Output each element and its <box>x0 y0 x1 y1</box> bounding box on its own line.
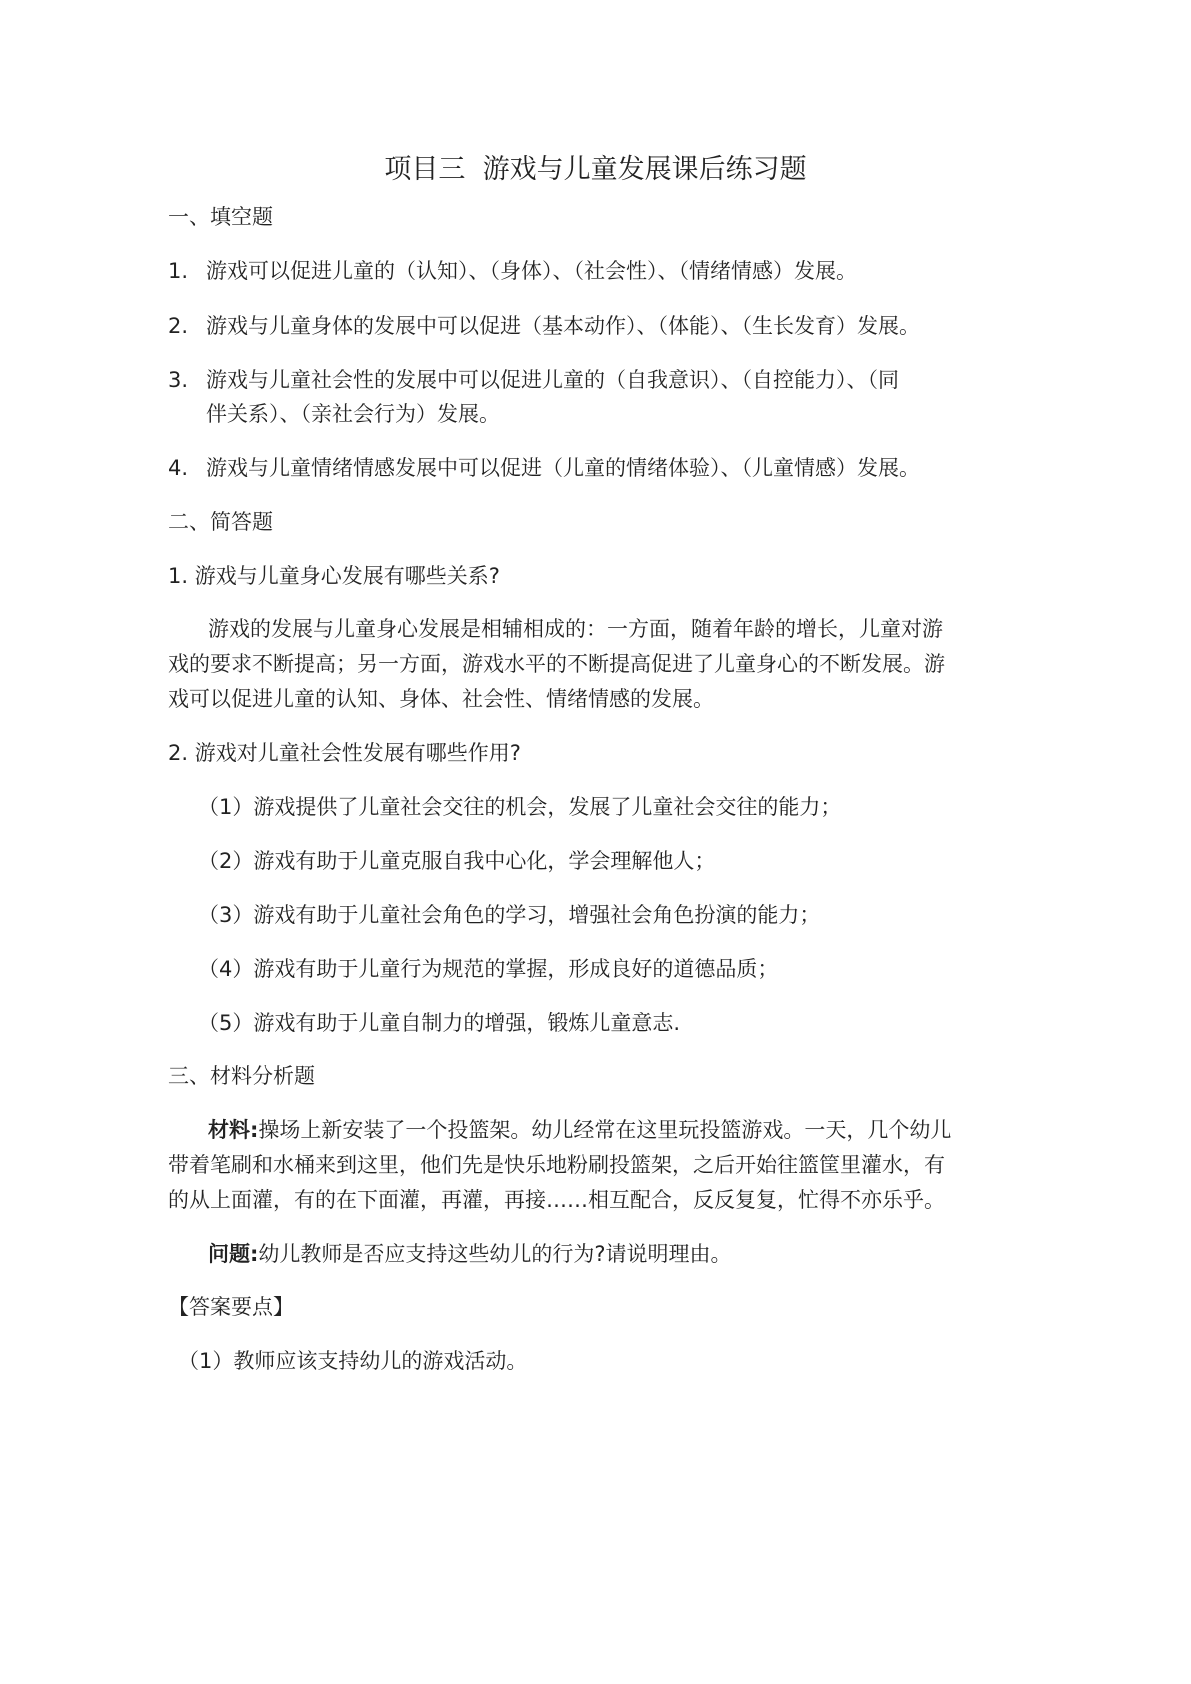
question-text: 幼儿教师是否应支持这些幼儿的行为?请说明理由。 <box>258 1242 732 1266</box>
material-line-1 <box>208 1115 951 1145</box>
item-number: 2. <box>168 314 189 338</box>
item-number: 3. <box>168 368 189 392</box>
answer-key-item-1: （1）教师应该支持幼儿的游戏活动。 <box>178 1349 528 1373</box>
section-heading-material-analysis: 三、材料分析题 <box>168 1064 315 1088</box>
material-label: 材料: <box>208 1118 259 1142</box>
answer-2-item-4: （4）游戏有助于儿童行为规范的掌握，形成良好的道德品质； <box>198 957 779 981</box>
fill-in-item-3-line-1: 游戏与儿童社会性的发展中可以促进儿童的（自我意识）、（自控能力）、（同 <box>206 368 899 392</box>
answer-1-line-1: 游戏的发展与儿童身心发展是相辅相成的：一方面，随着年龄的增长，儿童对游 <box>208 617 943 641</box>
section-heading-short-answer: 二、简答题 <box>168 510 273 534</box>
answer-1-line-3: 戏可以促进儿童的认知、身体、社会性、情绪情感的发展。 <box>168 687 714 711</box>
answer-1-line-2: 戏的要求不断提高；另一方面，游戏水平的不断提高促进了儿童身心的不断发展。游 <box>168 652 945 676</box>
answer-key-heading: 【答案要点】 <box>168 1295 294 1319</box>
material-line-2: 带着笔刷和水桶来到这里，他们先是快乐地粉刷投篮架，之后开始往篮筐里灌水，有 <box>168 1153 945 1177</box>
question-2: 2. 游戏对儿童社会性发展有哪些作用? <box>168 741 521 765</box>
section-heading-fill-in: 一、填空题 <box>168 205 273 229</box>
answer-2-item-3: （3）游戏有助于儿童社会角色的学习，增强社会角色扮演的能力； <box>198 903 821 927</box>
question-1: 1. 游戏与儿童身心发展有哪些关系? <box>168 564 500 588</box>
answer-2-item-1: （1）游戏提供了儿童社会交往的机会，发展了儿童社会交往的能力； <box>198 795 842 819</box>
page-title: 项目三 游戏与儿童发展课后练习题 <box>384 154 807 185</box>
fill-in-item-4: 游戏与儿童情绪情感发展中可以促进（儿童的情绪体验）、（儿童情感）发展。 <box>206 456 920 480</box>
item-number: 1. <box>168 259 189 283</box>
answer-2-item-2: （2）游戏有助于儿童克服自我中心化，学会理解他人； <box>198 849 716 873</box>
item-number: 4. <box>168 456 189 480</box>
material-text: 操场上新安装了一个投篮架。幼儿经常在这里玩投篮游戏。一天，几个幼儿 <box>258 1118 952 1142</box>
fill-in-item-2: 游戏与儿童身体的发展中可以促进（基本动作）、（体能）、（生长发育）发展。 <box>206 314 920 338</box>
material-line-3: 的从上面灌，有的在下面灌，再灌，再接……相互配合，反反复复，忙得不亦乐乎。 <box>168 1188 945 1212</box>
answer-2-item-5: （5）游戏有助于儿童自制力的增强，锻炼儿童意志. <box>198 1011 681 1035</box>
fill-in-item-1: 游戏可以促进儿童的（认知）、（身体）、（社会性）、（情绪情感）发展。 <box>206 259 857 283</box>
analysis-question <box>208 1239 732 1269</box>
question-label: 问题: <box>208 1242 259 1266</box>
fill-in-item-3-line-2: 伴关系）、（亲社会行为）发展。 <box>206 402 500 426</box>
